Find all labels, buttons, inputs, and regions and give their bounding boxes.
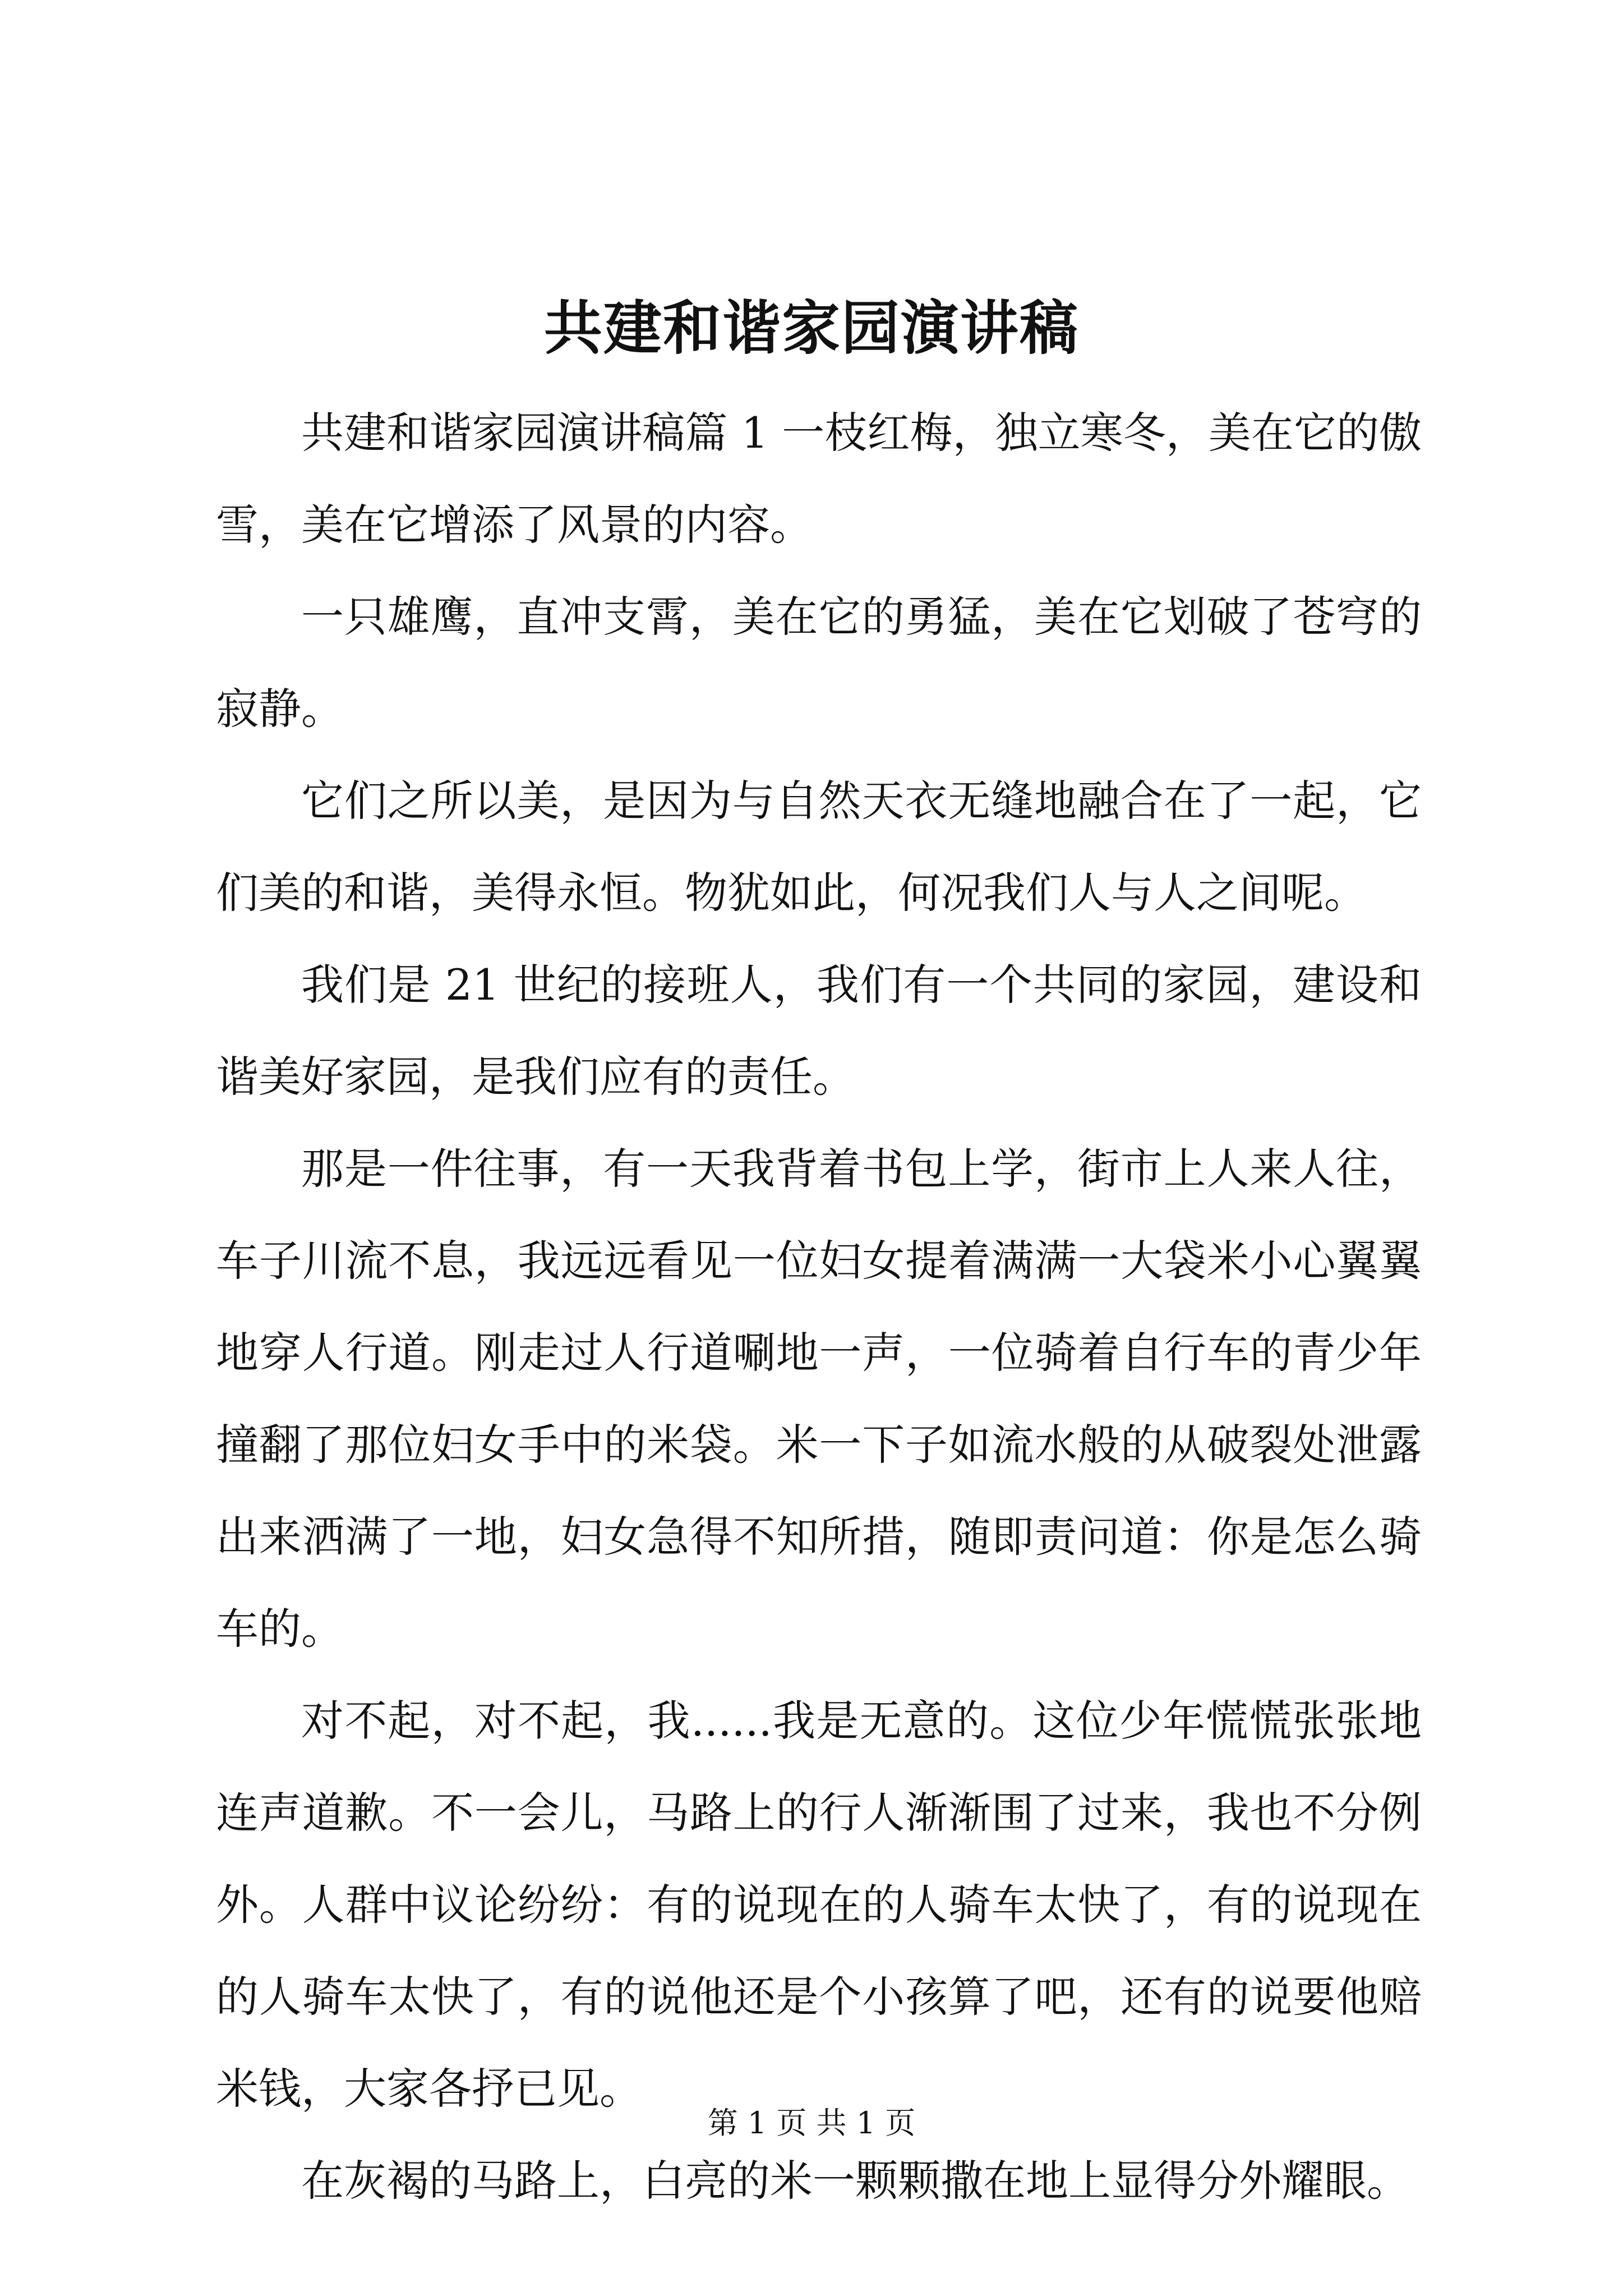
paragraph-5: 那是一件往事，有一天我背着书包上学，街市上人来人往，车子川流不息，我远远看见一位妇女提着满满一大袋米小心翼翼地穿人行道。刚走过人行道唰地一声，一位骑着自行车的青少年撞翻了那位妇女手中的米袋。米一下子如流水般的从破裂处泄露出来洒满了一地，妇女急得不知所措，随即责问道：你是怎么骑车的。 — [216, 1144, 1422, 1654]
paragraph-1: 共建和谐家园演讲稿篇 1 一枝红梅，独立寒冬，美在它的傲雪，美在它增添了风景的内容。 — [216, 408, 1422, 550]
paragraph-7: 在灰褐的马路上，白亮的米一颗颗撒在地上显得分外耀眼。 — [301, 2156, 1409, 2206]
paragraph-6: 对不起，对不起，我......我是无意的。这位少年慌慌张张地连声道歉。不一会儿，马路上的行人渐渐围了过来，我也不分例外。人群中议论纷纷：有的说现在的人骑车太快了，有的说现在的人骑车太快了，有的说他还是个小孩算了吧，还有的说要他赔米钱，大家各抒已见。 — [216, 1696, 1422, 2114]
document-body — [216, 387, 1422, 2227]
document-title: 共建和谐家园演讲稿 — [543, 293, 1079, 362]
page-number-footer: 第 1 页 共 1 页 — [707, 2105, 916, 2141]
paragraph-2: 一只雄鹰，直冲支霄，美在它的勇猛，美在它划破了苍穹的寂静。 — [216, 592, 1422, 734]
paragraph-4: 我们是 21 世纪的接班人，我们有一个共同的家园，建设和谐美好家园，是我们应有的责任。 — [216, 960, 1422, 1102]
paragraph-3: 它们之所以美，是因为与自然天衣无缝地融合在了一起，它们美的和谐，美得永恒。物犹如此，何况我们人与人之间呢。 — [216, 776, 1422, 918]
